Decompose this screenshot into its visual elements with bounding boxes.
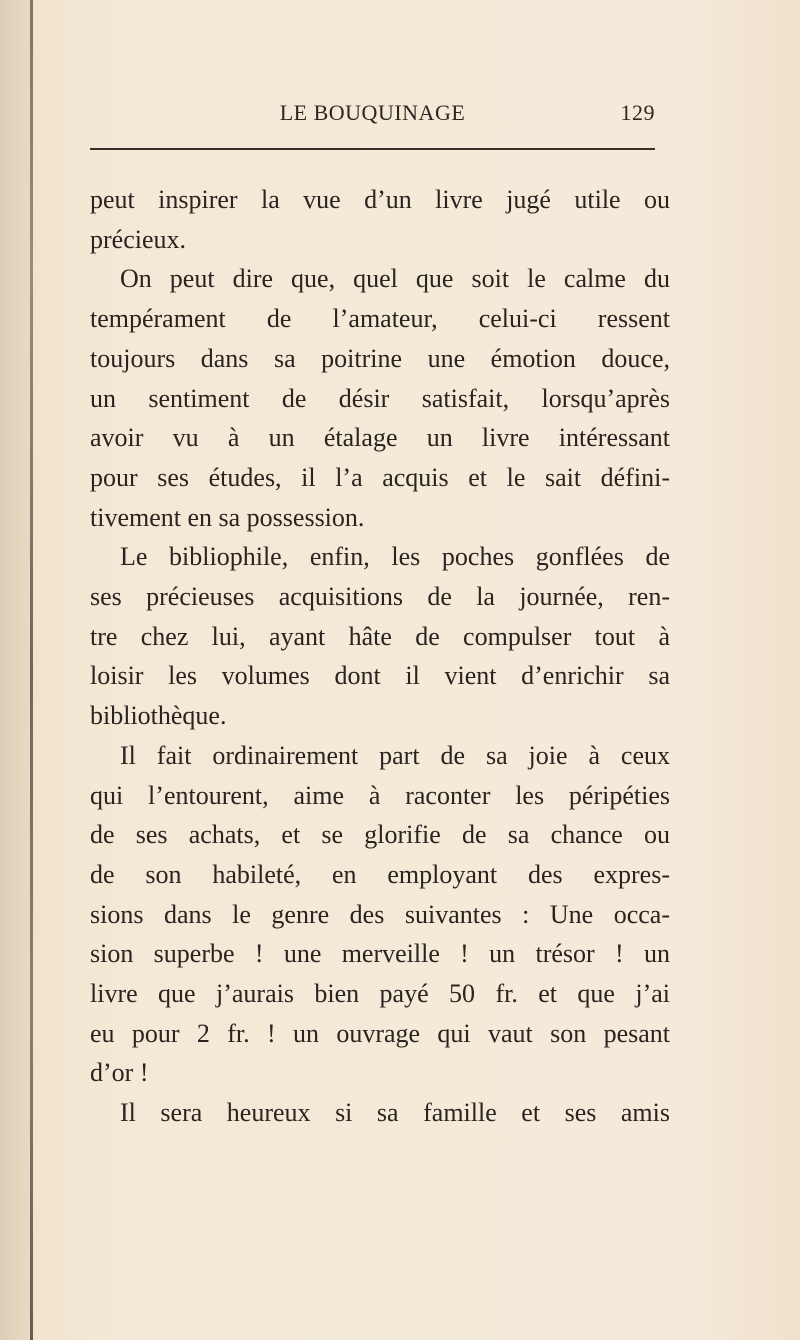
text-line: toujours dans sa poitrine une émotion douce, — [90, 343, 670, 373]
text-line: On peut dire que, quel que soit le calme du — [120, 264, 670, 294]
text-line: Il sera heureux si sa famille et ses amis — [120, 1098, 670, 1128]
text-line: sions dans le genre des suivantes : Une occa- — [90, 899, 670, 929]
text-line: eu pour 2 fr. ! un ouvrage qui vaut son pesant — [90, 1018, 670, 1048]
text-line: bibliothèque. — [90, 701, 227, 731]
text-line: loisir les volumes dont il vient d’enrichir sa — [90, 661, 670, 691]
paragraph-4 — [90, 736, 670, 1093]
text-line: tempérament de l’amateur, celui-ci ressent — [90, 304, 670, 334]
text-line: tre chez lui, ayant hâte de compulser tout à — [90, 621, 670, 651]
text-line: d’or ! — [90, 1058, 149, 1088]
text-line: sion superbe ! une merveille ! un trésor ! un — [90, 939, 670, 969]
text-line: précieux. — [90, 224, 187, 254]
text-line: livre que j’aurais bien payé 50 fr. et que j’ai — [90, 979, 670, 1009]
page-header — [90, 100, 655, 136]
text-line: Il fait ordinairement part de sa joie à ceux — [120, 740, 670, 770]
binding-edge — [30, 0, 33, 1340]
text-line: peut inspirer la vue d’un livre jugé utile ou — [90, 185, 670, 214]
text-line: qui l’entourent, aime à raconter les péripéties — [90, 780, 670, 810]
text-line: Le bibliophile, enfin, les poches gonflées de — [120, 542, 670, 572]
text-line: avoir vu à un étalage un livre intéressant — [90, 423, 670, 453]
header-rule — [90, 148, 655, 150]
body-text — [90, 180, 670, 1133]
running-head: LE BOUQUINAGE — [279, 100, 466, 125]
text-line: un sentiment de désir satisfait, lorsqu’après — [90, 383, 670, 413]
paragraph-2 — [90, 259, 670, 537]
paragraph-3 — [90, 537, 670, 736]
page-number: 129 — [620, 100, 655, 125]
text-line: de ses achats, et se glorifie de sa chance ou — [90, 820, 670, 850]
paragraph-5 — [90, 1093, 670, 1133]
text-line: tivement en sa possession. — [90, 502, 365, 532]
text-line: pour ses études, il l’a acquis et le sait défini- — [90, 462, 670, 492]
paragraph-1 — [90, 180, 670, 259]
page-gutter — [0, 0, 30, 1340]
text-line: ses précieuses acquisitions de la journée, ren- — [90, 582, 670, 612]
text-line: de son habileté, en employant des expres- — [90, 859, 670, 889]
